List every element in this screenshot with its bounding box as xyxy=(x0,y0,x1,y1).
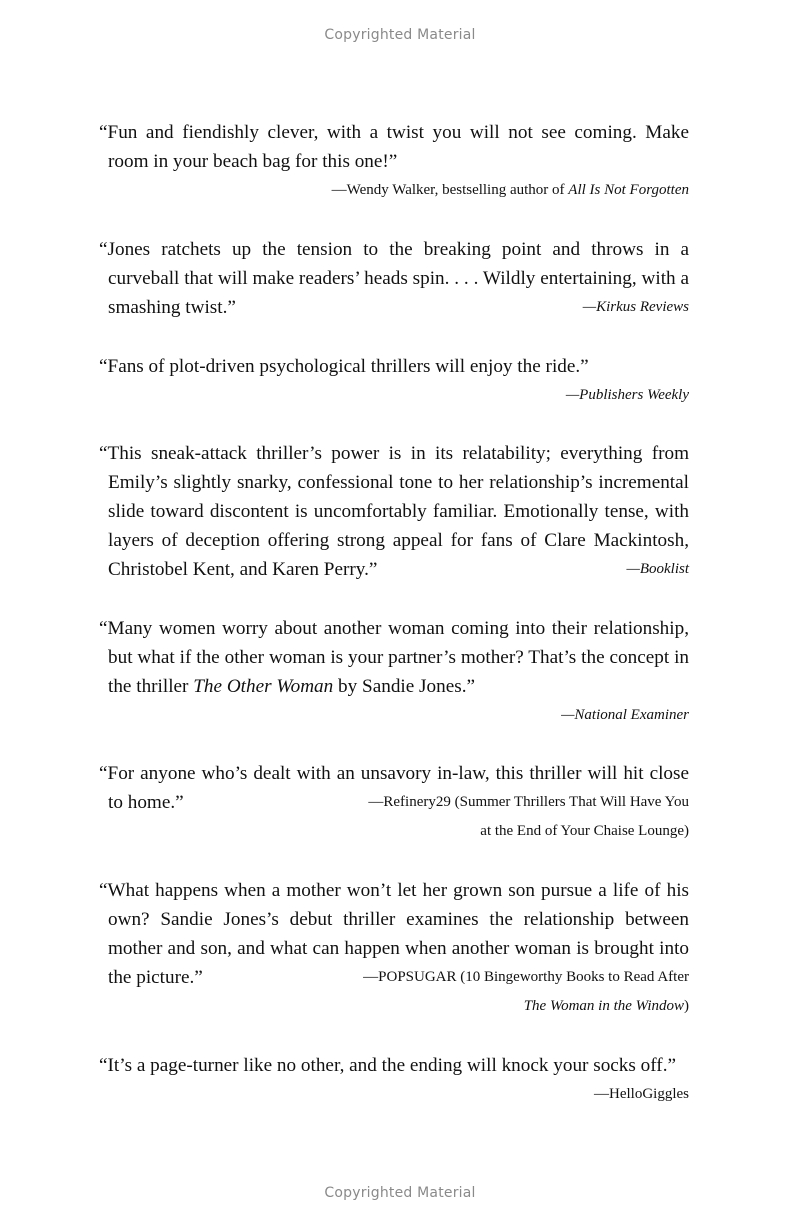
blurb-attribution-line1: —Refinery29 (Summer Thrillers That Will Have You xyxy=(368,794,689,810)
blurb-attribution: —National Examiner xyxy=(561,707,689,723)
blurb-text: “Fun and fiendishly clever, with a twist you will not see coming. Make room in your beach bag for this one!” xyxy=(99,122,689,172)
blurb-hellogiggles xyxy=(99,1051,689,1109)
blurb-attribution: —Publishers Weekly xyxy=(565,387,689,403)
blurb-national-examiner xyxy=(99,614,689,730)
blurb-attribution-line2: at the End of Your Chaise Lounge) xyxy=(480,823,689,839)
blurb-text: “It’s a page-turner like no other, and the ending will knock your socks off.” xyxy=(99,1055,677,1076)
blurb-text: “For anyone who’s dealt with an unsavory in-law, this thriller will hit close to home.” —Refinery29 (Summer Thrillers That Will Have You xyxy=(99,759,689,817)
blurb-publishers-weekly xyxy=(99,352,689,410)
blurb-attribution-line1: —POPSUGAR (10 Bingeworthy Books to Read After xyxy=(363,969,689,985)
blurb-attribution: —HelloGiggles xyxy=(594,1086,689,1102)
blurb-attribution: —Kirkus Reviews xyxy=(582,299,689,315)
blurb-text: “What happens when a mother won’t let her grown son pursue a life of his own? Sandie Jones’s debut thriller examines the relationship between mother and son, and what can happen when another woman is brought into the picture.” —POPSUGAR (10 Bingeworthy Books to Read After xyxy=(99,876,689,992)
copyright-watermark-bottom: Copyrighted Material xyxy=(324,1185,476,1201)
attribution-author: —Wendy Walker, bestselling author of xyxy=(331,182,569,198)
blurb-walker xyxy=(99,118,689,205)
blurb-attribution: —Booklist xyxy=(626,561,689,577)
blurb-text: “Many women worry about another woman coming into their relationship, but what if the other woman is your partner’s mother? That’s the concept in the thriller The Other Woman by Sandie Jones.” xyxy=(99,618,689,697)
blurb-popsugar xyxy=(99,876,689,1021)
blurb-kirkus xyxy=(99,235,689,322)
book-title: The Other Woman xyxy=(193,676,334,697)
blurb-attribution xyxy=(99,176,689,205)
blurb-attribution-line2: The Woman in the Window) xyxy=(523,998,689,1014)
blurb-refinery29 xyxy=(99,759,689,846)
blurb-text: “Fans of plot-driven psychological thrillers will enjoy the ride.” xyxy=(99,356,589,377)
copyright-watermark-top: Copyrighted Material xyxy=(324,27,476,43)
blurb-text: “Jones ratchets up the tension to the breaking point and throws in a curveball that will make readers’ heads spin. . . . Wildly entertaining, with a smashing twist.” —Kirkus Reviews xyxy=(99,235,689,322)
attribution-book-title: All Is Not Forgotten xyxy=(568,182,689,198)
blurb-text: “This sneak-attack thriller’s power is in its relatability; everything from Emily’s slightly snarky, confessional tone to her relationship’s incremental slide toward discontent is uncomfortably familiar. Emotionally tense, with layers of deception offering strong appeal for fans of Clare Mackintosh, Christobel Kent, and Karen Perry.” —Booklist xyxy=(99,439,689,584)
blurb-booklist xyxy=(99,439,689,584)
attribution-book-title: The Woman in the Window xyxy=(523,998,684,1014)
